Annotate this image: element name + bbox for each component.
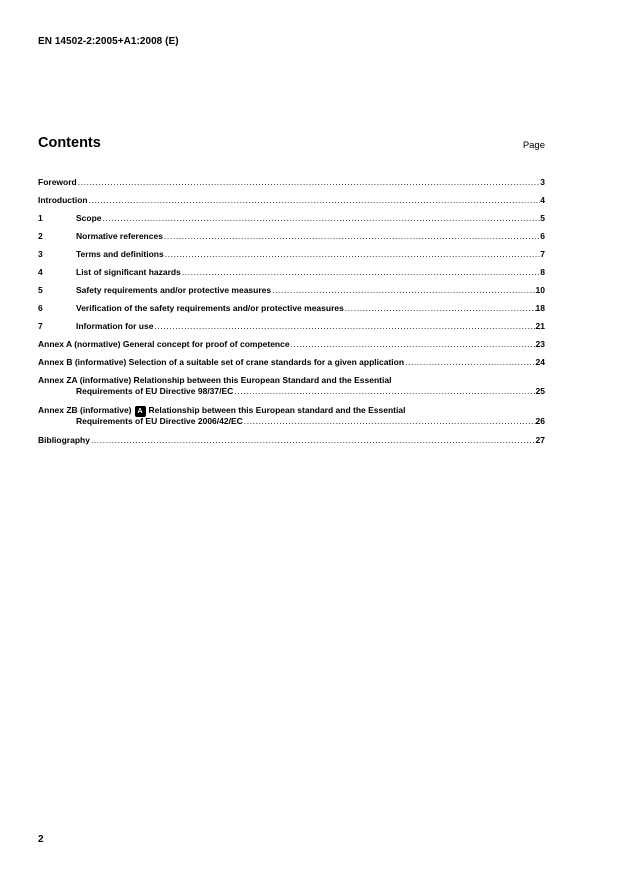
toc-entry-number: 7 — [38, 321, 43, 331]
toc-entry-scope[interactable] — [38, 212, 545, 230]
toc-entry-number: 6 — [38, 303, 43, 313]
document-identifier: EN 14502-2:2005+A1:2008 (E) — [38, 36, 179, 47]
toc-entry-page: 21 — [535, 321, 545, 331]
toc-entry-title: Normative references — [76, 231, 163, 241]
toc-leader-dots — [164, 230, 540, 242]
toc-entry-annex-zb[interactable] — [38, 404, 545, 434]
toc-entry-title: Annex ZB (informative) — [38, 405, 132, 415]
toc-leader-dots — [405, 356, 535, 368]
toc-entry-page: 6 — [540, 231, 545, 241]
toc-entry-number: 1 — [38, 213, 43, 223]
toc-entry-title: Foreword — [38, 177, 77, 187]
toc-entry-title: Information for use — [76, 321, 154, 331]
toc-entry-page: 7 — [540, 249, 545, 259]
toc-leader-dots — [154, 320, 535, 332]
toc-entry-page: 5 — [540, 213, 545, 223]
toc-entry-page: 24 — [535, 357, 545, 367]
toc-entry-page: 10 — [535, 285, 545, 295]
toc-entry-safety-requirements[interactable] — [38, 284, 545, 302]
toc-leader-dots — [244, 415, 536, 427]
toc-entry-page: 23 — [535, 339, 545, 349]
toc-entry-normative-references[interactable] — [38, 230, 545, 248]
toc-entry-title: Bibliography — [38, 435, 90, 445]
toc-entry-annex-za[interactable] — [38, 374, 545, 404]
toc-leader-dots — [103, 212, 541, 224]
toc-entry-title: Verification of the safety requirements and/or protective measures — [76, 303, 344, 313]
page-column-label: Page — [522, 140, 545, 151]
toc-entry-foreword[interactable] — [38, 176, 545, 194]
toc-entry-significant-hazards[interactable] — [38, 266, 545, 284]
toc-entry-number: 5 — [38, 285, 43, 295]
toc-entry-number: 3 — [38, 249, 43, 259]
toc-leader-dots — [182, 266, 540, 278]
toc-entry-annex-b[interactable] — [38, 356, 545, 374]
toc-entry-bibliography[interactable] — [38, 434, 545, 452]
toc-entry-title: Scope — [76, 213, 102, 223]
toc-entry-page: 8 — [540, 267, 545, 277]
toc-leader-dots — [78, 176, 541, 188]
toc-entry-number: 2 — [38, 231, 43, 241]
toc-entry-page: 26 — [535, 416, 545, 426]
amendment-a1-icon: A — [135, 406, 146, 417]
toc-leader-dots — [89, 194, 541, 206]
toc-entry-page: 3 — [540, 177, 545, 187]
toc-entry-title: Safety requirements and/or protective measures — [76, 285, 272, 295]
toc-entry-title: Annex B (informative) Selection of a suitable set of crane standards for a given application — [38, 357, 405, 367]
toc-entry-title: Introduction — [38, 195, 88, 205]
table-of-contents — [38, 176, 545, 452]
toc-entry-page: 25 — [535, 386, 545, 396]
toc-entry-title: Annex A (normative) General concept for proof of competence — [38, 339, 290, 349]
toc-entry-page: 27 — [535, 435, 545, 445]
toc-entry-title-continued: Requirements of EU Directive 2006/42/EC — [76, 416, 243, 426]
toc-entry-number: 4 — [38, 267, 43, 277]
toc-entry-introduction[interactable] — [38, 194, 545, 212]
toc-entry-title: Terms and definitions — [76, 249, 164, 259]
page-number: 2 — [38, 834, 44, 845]
toc-entry-information-for-use[interactable] — [38, 320, 545, 338]
toc-entry-terms-and-definitions[interactable] — [38, 248, 545, 266]
toc-entry-title-continued: Requirements of EU Directive 98/37/EC — [76, 386, 234, 396]
toc-leader-dots — [91, 434, 536, 446]
toc-entry-title: List of significant hazards — [76, 267, 181, 277]
contents-heading: Contents — [38, 135, 101, 151]
toc-entry-title: Annex ZA (informative) Relationship between this European Standard and the Essential — [38, 375, 392, 385]
toc-entry-annex-a[interactable] — [38, 338, 545, 356]
toc-entry-page: 18 — [535, 303, 545, 313]
toc-leader-dots — [272, 284, 535, 296]
toc-leader-dots — [345, 302, 536, 314]
toc-leader-dots — [165, 248, 541, 260]
toc-entry-page: 4 — [540, 195, 545, 205]
toc-leader-dots — [291, 338, 536, 350]
toc-entry-verification[interactable] — [38, 302, 545, 320]
toc-leader-dots — [234, 385, 535, 397]
toc-entry-title-part: Relationship between this European standard and the Essential — [148, 405, 406, 415]
